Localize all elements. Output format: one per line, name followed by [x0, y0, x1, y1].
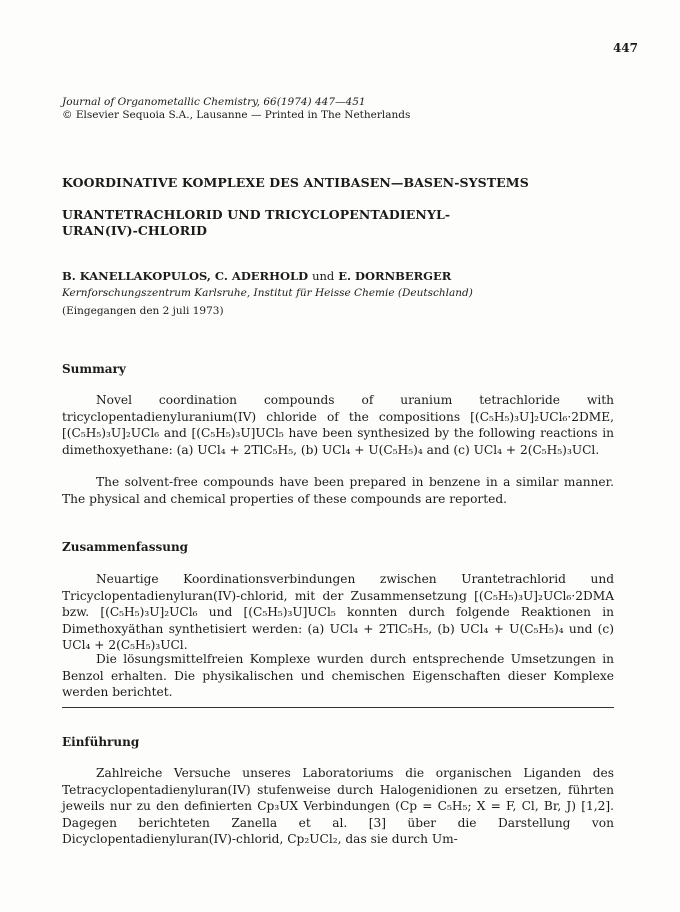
summary-paragraph-2 — [62, 474, 614, 507]
einfuehrung-paragraph-1 — [62, 765, 614, 848]
section-divider — [62, 707, 614, 708]
zusammenfassung-paragraph-2 — [62, 651, 614, 701]
journal-header — [62, 96, 410, 122]
article-title-line-1: KOORDINATIVE KOMPLEXE DES ANTIBASEN—BASEN-SYSTEMS — [62, 175, 529, 190]
summary-text-2: The solvent-free compounds have been prepared in benzene in a similar manner. The physical and chemical properties of these compounds are reported. — [62, 475, 614, 506]
author-list — [62, 269, 451, 283]
affiliation: Kernforschungszentrum Karlsruhe, Institut für Heisse Chemie (Deutschland) — [62, 287, 473, 299]
publisher-line: © Elsevier Sequoia S.A., Lausanne — Printed in The Netherlands — [62, 109, 411, 121]
zusammenfassung-text-2: Die lösungsmittelfreien Komplexe wurden durch entsprechende Umsetzungen in Benzol erhalten. Die physikalischen und chemischen Eigenschaften dieser Komplexe werden berichtet. — [62, 652, 614, 700]
received-date: (Eingegangen den 2 juli 1973) — [62, 305, 224, 317]
zusammenfassung-heading: Zusammenfassung — [62, 540, 189, 554]
summary-text-1: Novel coordination compounds of uranium tetrachloride with tricyclopentadienyluranium(IV) chloride of the compositions [(C₅H₅)₃U]₂UCl₆·2DME, [(C₅H₅)₃U]₂UCl₆ and [(C₅H₅)₃U]UCl₅ have been synthesized by the following reactions in dimethoxyethane: (a) UCl₄ + 2TlC₅H₅, (b) UCl₄ + U(C₅H₅)₄ and (c) UCl₄ + 2(C₅H₅)₃UCl. — [62, 393, 614, 457]
summary-heading: Summary — [62, 362, 126, 376]
page-number: 447 — [612, 41, 638, 55]
journal-citation: Journal of Organometallic Chemistry, 66(1974) 447—451 — [62, 96, 366, 108]
author-names-2: E. DORNBERGER — [338, 269, 452, 283]
zusammenfassung-paragraph-1 — [62, 571, 614, 654]
einfuehrung-heading: Einführung — [62, 735, 140, 749]
einfuehrung-text-1: Zahlreiche Versuche unseres Laboratoriums die organischen Liganden des Tetracyclopentadienyluran(IV) stufenweise durch Halogenidionen zu ersetzen, führten jeweils nur zu den definierten Cp₃UX Verbindungen (Cp = C₅H₅; X = F, Cl, Br, J) [1,2]. Dagegen berichteten Zanella et al. [3] über die Darstellung von Dicyclopentadienyluran(IV)-chlorid, Cp₂UCl₂, das sie durch Um- — [62, 766, 614, 847]
author-conjunction: und — [312, 269, 335, 283]
author-names-1: B. KANELLAKOPULOS, C. ADERHOLD — [62, 269, 309, 283]
summary-paragraph-1 — [62, 392, 614, 458]
article-title-line-2: URANTETRACHLORID UND TRICYCLOPENTADIENYL-URAN(IV)-CHLORID — [62, 207, 451, 238]
zusammenfassung-text-1: Neuartige Koordinationsverbindungen zwischen Urantetrachlorid und Tricyclopentadienyluran(IV)-chlorid, mit der Zusammensetzung [(C₅H₅)₃U]₂UCl₆·2DMA bzw. [(C₅H₅)₃U]₂UCl₆ und [(C₅H₅)₃U]UCl₅ konnten durch folgende Reaktionen in Dimethoxyäthan synthetisiert werden: (a) UCl₄ + 2TlC₅H₅, (b) UCl₄ + U(C₅H₅)₄ und (c) UCl₄ + 2(C₅H₅)₃UCl. — [62, 572, 614, 653]
